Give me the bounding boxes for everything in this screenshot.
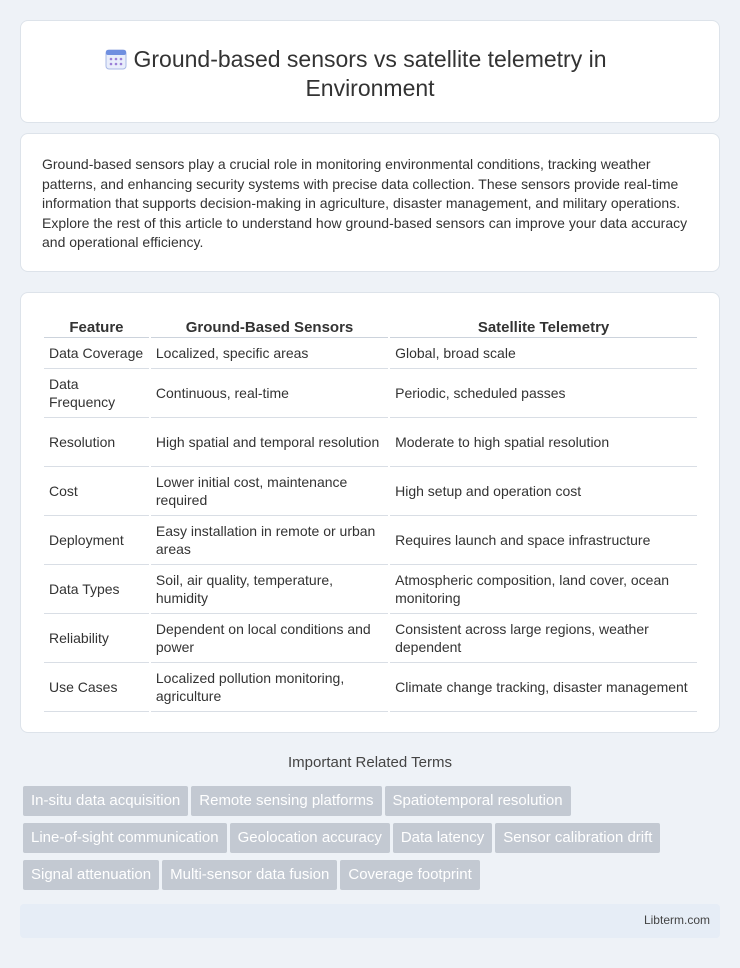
related-term-tag[interactable]: Remote sensing platforms: [191, 786, 381, 816]
intro-card: [20, 133, 720, 272]
feature-cell: Deployment: [44, 516, 149, 565]
table-row: [44, 516, 697, 565]
related-term-tag[interactable]: Line-of-sight communication: [23, 823, 227, 853]
satellite-cell: High setup and operation cost: [390, 467, 697, 516]
table-row: [44, 565, 697, 614]
ground-cell: Soil, air quality, temperature, humidity: [151, 565, 388, 614]
feature-cell: Reliability: [44, 614, 149, 663]
related-terms-heading: Important Related Terms: [288, 754, 452, 771]
footer: [20, 904, 720, 938]
ground-cell: Lower initial cost, maintenance required: [151, 467, 388, 516]
related-term-tag[interactable]: Spatiotemporal resolution: [385, 786, 571, 816]
table-row: [44, 663, 697, 712]
table-row: [44, 338, 697, 369]
satellite-cell: Atmospheric composition, land cover, ocean monitoring: [390, 565, 697, 614]
footer-brand-link[interactable]: Libterm.com: [643, 913, 710, 927]
satellite-cell: Periodic, scheduled passes: [390, 369, 697, 418]
ground-cell: High spatial and temporal resolution: [151, 418, 388, 467]
feature-cell: Data Coverage: [44, 338, 149, 369]
satellite-cell: Moderate to high spatial resolution: [390, 418, 697, 467]
table-row: [44, 369, 697, 418]
table-row: [44, 614, 697, 663]
ground-cell: Localized pollution monitoring, agriculture: [151, 663, 388, 712]
feature-cell: Resolution: [44, 418, 149, 467]
intro-paragraph: Ground-based sensors play a crucial role in monitoring environmental conditions, tracking weather patterns, and enhancing security systems with precise data collection. These sensors provide real-time information that supports decision-making in agriculture, disaster management, and military operations. Explore the rest of this article to understand how ground-based sensors can improve your data accuracy and operational efficiency.: [42, 156, 688, 250]
comparison-table-card: [20, 292, 720, 733]
related-term-tag[interactable]: Coverage footprint: [340, 860, 479, 890]
table-row: [44, 418, 697, 467]
satellite-cell: Requires launch and space infrastructure: [390, 516, 697, 565]
page-title: Ground-based sensors vs satellite telemetry in Environment: [133, 46, 607, 101]
table-row: [44, 467, 697, 516]
related-term-tag[interactable]: Geolocation accuracy: [230, 823, 390, 853]
feature-cell: Data Types: [44, 565, 149, 614]
related-term-tag[interactable]: In-situ data acquisition: [23, 786, 188, 816]
feature-cell: Cost: [44, 467, 149, 516]
table-header-row: [44, 314, 697, 338]
title-card: [20, 20, 720, 123]
ground-cell: Easy installation in remote or urban areas: [151, 516, 388, 565]
related-term-tag[interactable]: Sensor calibration drift: [495, 823, 660, 853]
satellite-cell: Climate change tracking, disaster management: [390, 663, 697, 712]
feature-cell: Data Frequency: [44, 369, 149, 418]
related-term-tag[interactable]: Multi-sensor data fusion: [162, 860, 337, 890]
ground-cell: Localized, specific areas: [151, 338, 388, 369]
satellite-cell: Consistent across large regions, weather dependent: [390, 614, 697, 663]
feature-cell: Use Cases: [44, 663, 149, 712]
related-term-tag[interactable]: Signal attenuation: [23, 860, 159, 890]
header-satellite: Satellite Telemetry: [390, 314, 697, 338]
ground-cell: Dependent on local conditions and power: [151, 614, 388, 663]
header-feature: Feature: [44, 314, 149, 338]
comparison-table: [42, 314, 699, 712]
ground-cell: Continuous, real-time: [151, 369, 388, 418]
satellite-cell: Global, broad scale: [390, 338, 697, 369]
header-ground-based: Ground-Based Sensors: [151, 314, 388, 338]
related-term-tag[interactable]: Data latency: [393, 823, 492, 853]
related-terms-list: [23, 786, 723, 897]
